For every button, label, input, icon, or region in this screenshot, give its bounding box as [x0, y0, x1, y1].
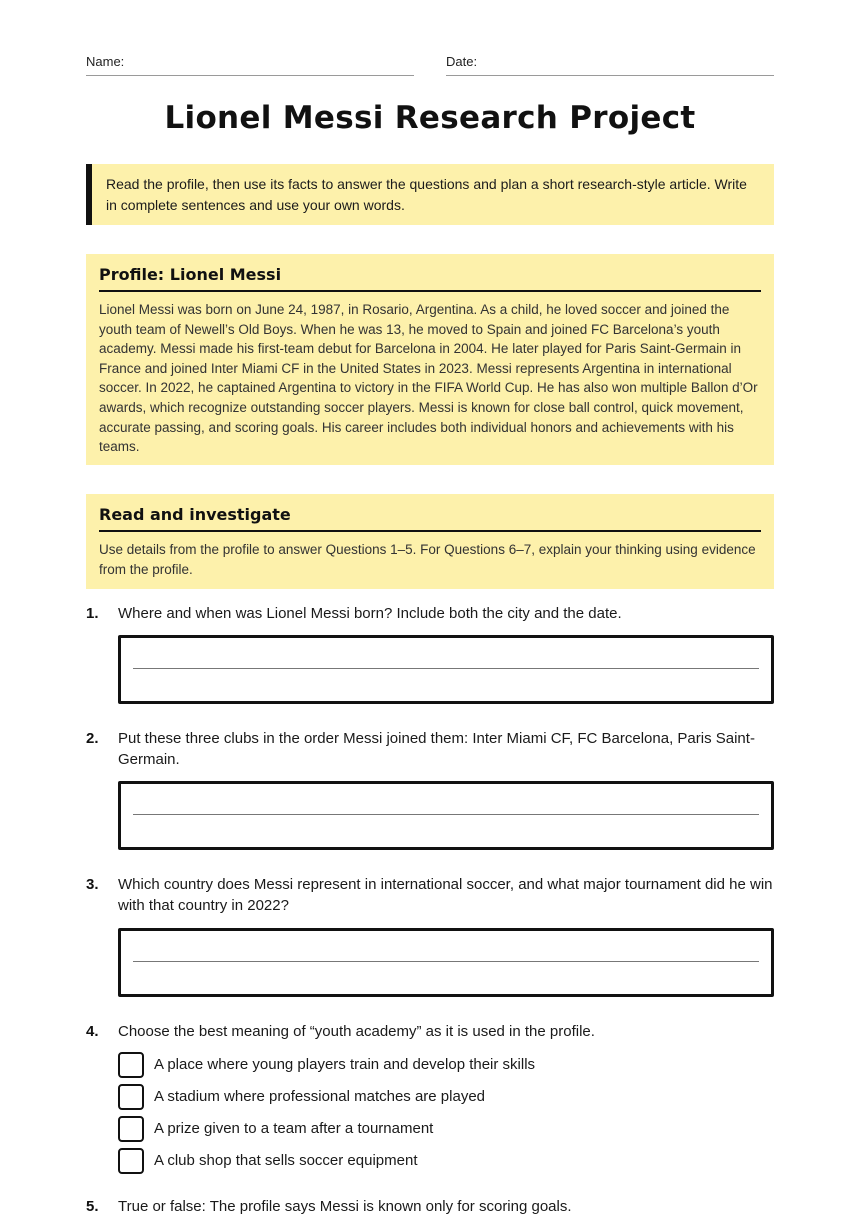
answer-box-2[interactable]	[118, 781, 774, 850]
question-number: 2.	[86, 730, 99, 747]
checkbox[interactable]	[118, 1148, 144, 1174]
question-number: 4.	[86, 1023, 99, 1040]
investigate-heading: Read and investigate	[99, 504, 761, 532]
option-label: A stadium where professional matches are played	[154, 1088, 486, 1105]
checkbox[interactable]	[118, 1084, 144, 1110]
date-label: Date:	[446, 54, 478, 69]
question-text: Put these three clubs in the order Messi joined them: Inter Miami CF, FC Barcelona, Paris Saint-Germain.	[118, 730, 755, 768]
profile-panel	[86, 254, 774, 465]
answer-box-1[interactable]	[118, 635, 774, 704]
checkbox[interactable]	[118, 1052, 144, 1078]
header-fields	[86, 54, 774, 76]
option-a[interactable]	[118, 1052, 774, 1078]
instructions-text: Read the profile, then use its facts to answer the questions and plan a short research-style article. Write in complete sentences and use your own words.	[106, 176, 747, 213]
question-text: True or false: The profile says Messi is known only for scoring goals.	[118, 1198, 572, 1215]
investigate-panel	[86, 494, 774, 589]
date-field[interactable]	[446, 54, 774, 76]
instructions-box	[86, 164, 774, 225]
profile-heading: Profile: Lionel Messi	[99, 264, 761, 292]
question-number: 3.	[86, 876, 99, 893]
name-label: Name:	[86, 54, 125, 69]
question-text: Which country does Messi represent in international soccer, and what major tournament did he win with that country in 2022?	[118, 876, 773, 914]
name-field[interactable]	[86, 54, 414, 76]
question-text: Choose the best meaning of “youth academy” as it is used in the profile.	[118, 1023, 595, 1040]
question-number: 1.	[86, 605, 99, 622]
checkbox[interactable]	[118, 1116, 144, 1142]
option-label: A place where young players train and develop their skills	[154, 1056, 536, 1073]
option-d[interactable]	[118, 1148, 774, 1174]
answer-line	[133, 961, 759, 962]
page-title: Lionel Messi Research Project	[164, 100, 696, 136]
investigate-body: Use details from the profile to answer Questions 1–5. For Questions 6–7, explain your thinking using evidence from the profile.	[99, 542, 756, 577]
option-c[interactable]	[118, 1116, 774, 1142]
answer-box-3[interactable]	[118, 928, 774, 997]
option-label: A club shop that sells soccer equipment	[154, 1152, 418, 1169]
option-label: A prize given to a team after a tournament	[154, 1120, 434, 1137]
answer-line	[133, 668, 759, 669]
question-text: Where and when was Lionel Messi born? Include both the city and the date.	[118, 605, 622, 622]
answer-line	[133, 814, 759, 815]
profile-body: Lionel Messi was born on June 24, 1987, in Rosario, Argentina. As a child, he loved soccer and joined the youth team of Newell’s Old Boys. When he was 13, he moved to Spain and joined FC Barcelona’s youth academy. Messi made his first-team debut for Barcelona in 2004. He later played for Paris Saint-Germain in France and joined Inter Miami CF in the United States in 2023. Messi represents Argentina in international soccer. In 2022, he captained Argentina to victory in the FIFA World Cup. He has also won multiple Ballon d’Or awards, which recognize outstanding soccer players. Messi is known for close ball control, quick movement, accurate passing, and scoring goals. His career includes both individual honors and achievements with his teams.	[99, 302, 758, 455]
option-b[interactable]	[118, 1084, 774, 1110]
question-number: 5.	[86, 1198, 99, 1215]
